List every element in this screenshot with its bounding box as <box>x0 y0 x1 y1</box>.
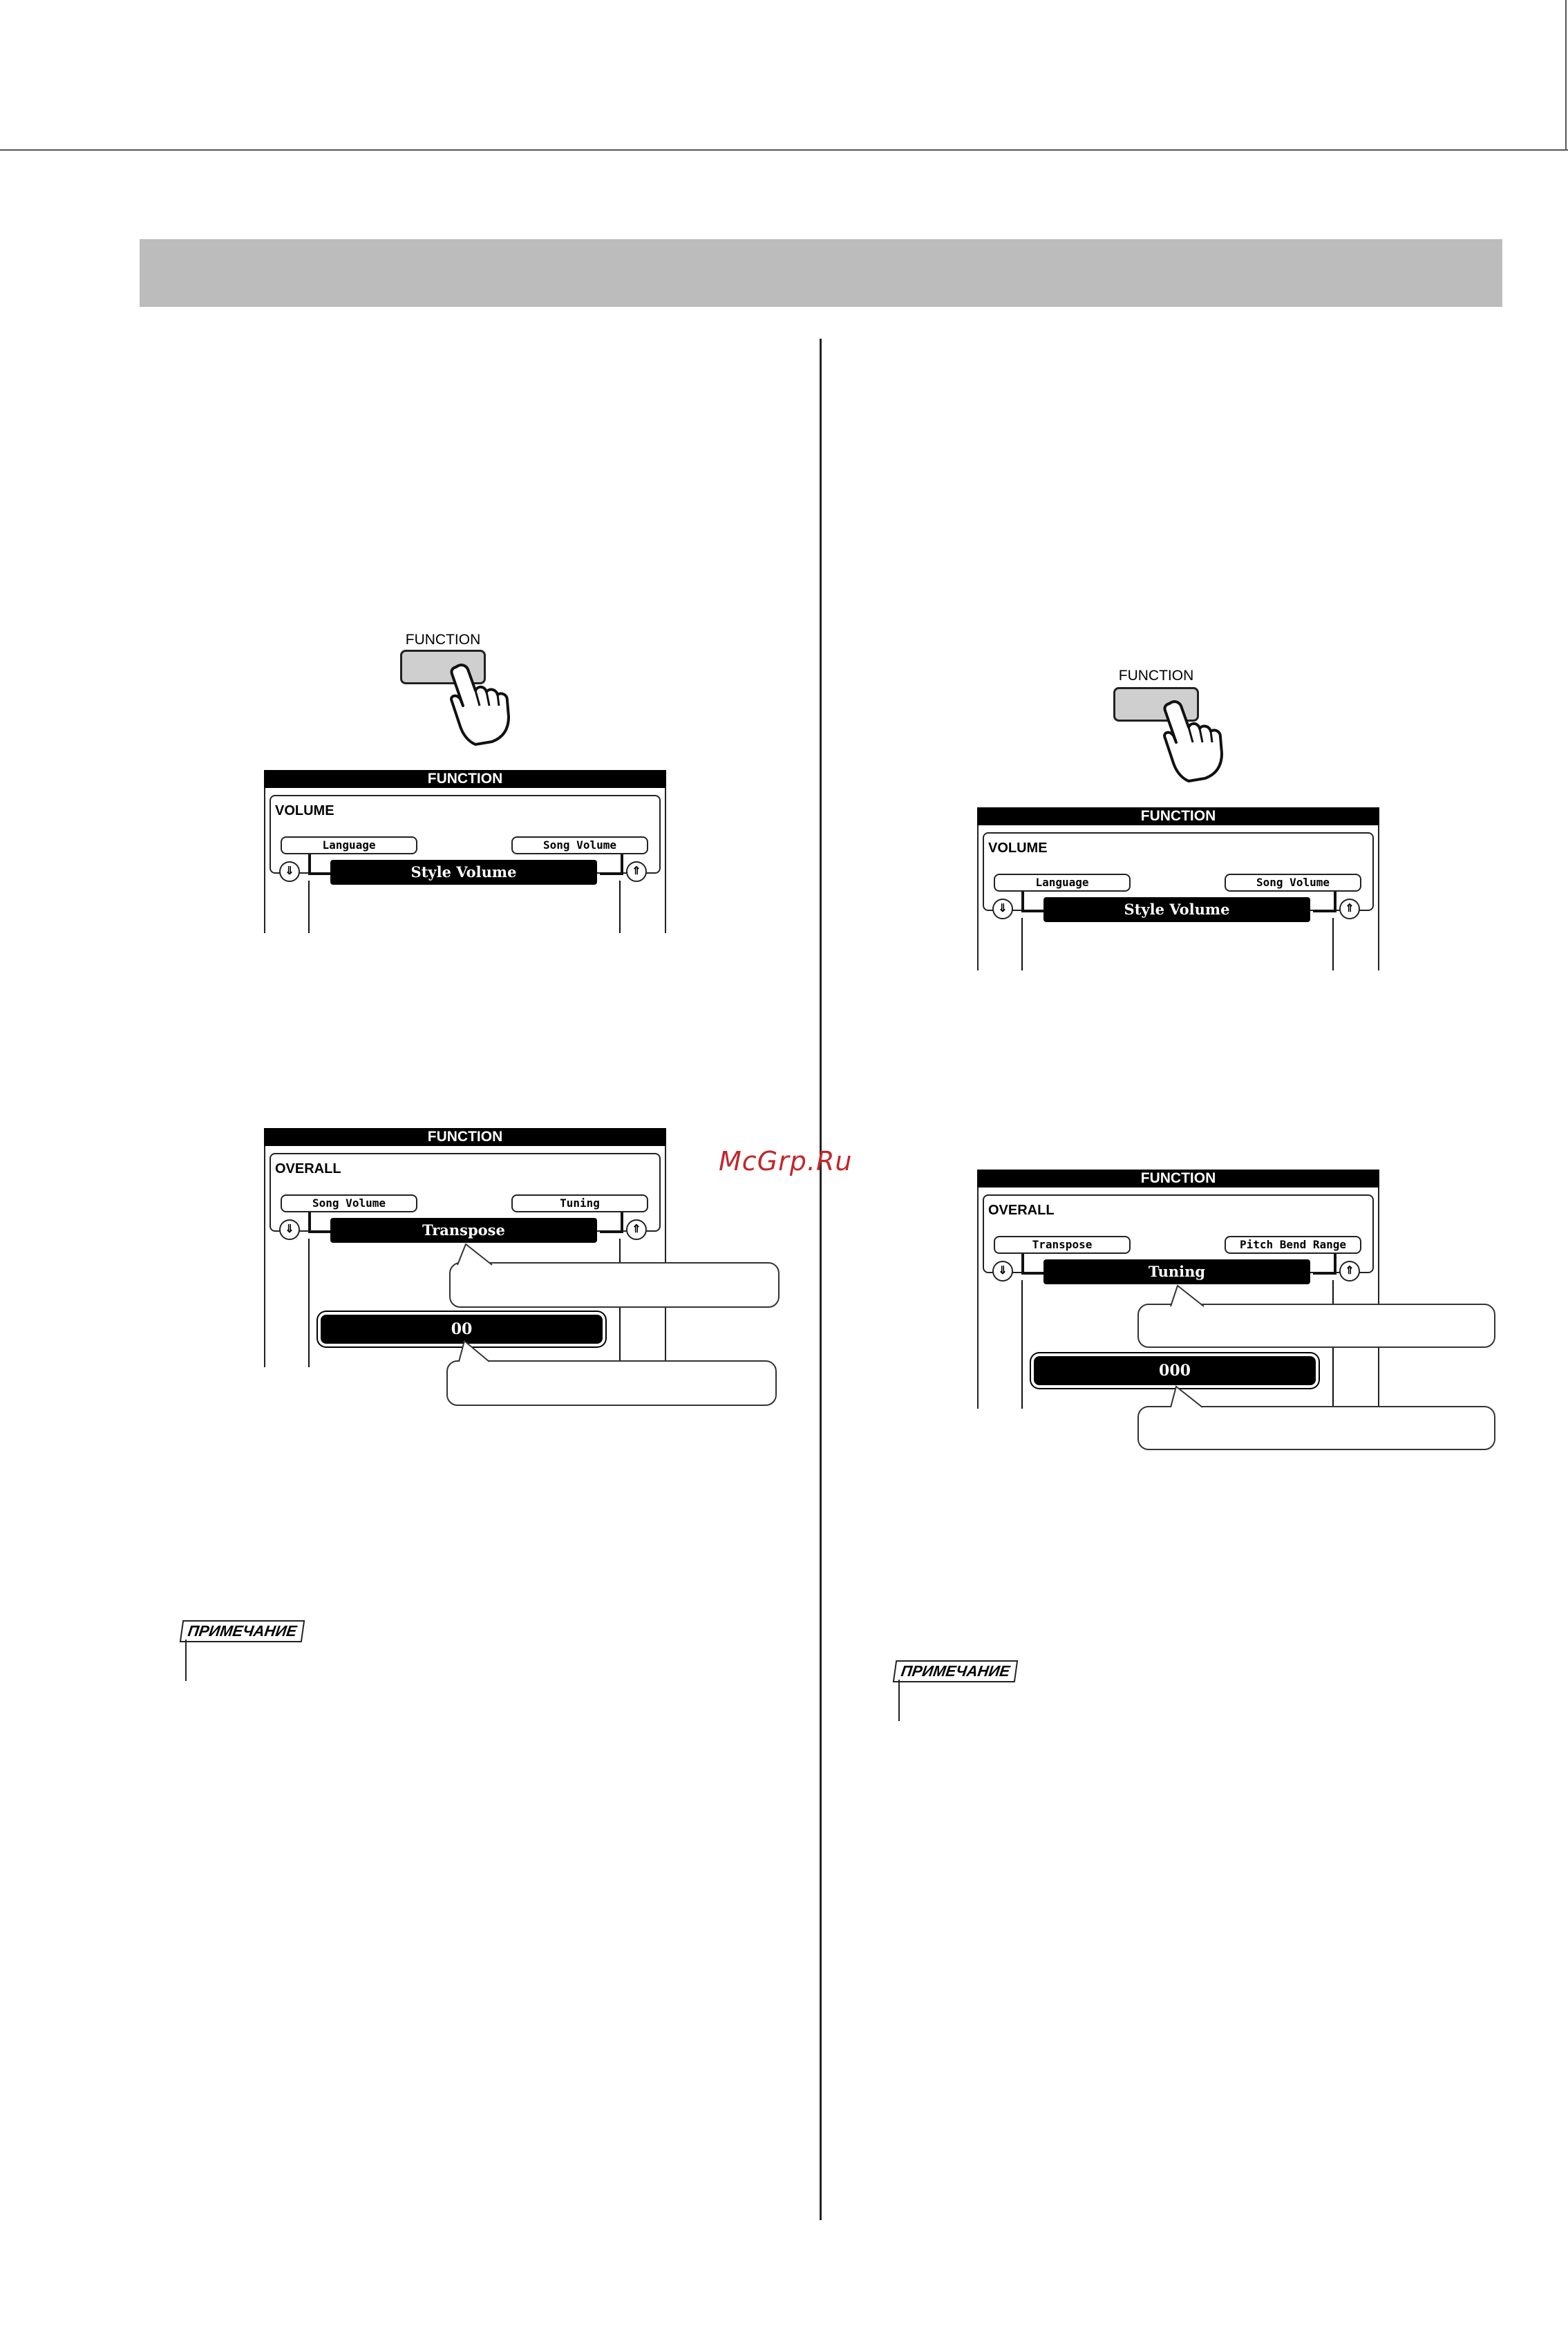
lcd-header: FUNCTION <box>977 807 1379 825</box>
note-label: ПРИМЕЧАНИЕ <box>893 1660 1019 1682</box>
callout-value <box>446 1360 777 1406</box>
lcd-lead-left <box>1021 918 1023 970</box>
right-edge-rule <box>1565 0 1567 149</box>
lcd-lead-left <box>308 881 310 933</box>
prev-item-pill: Song Volume <box>281 1194 417 1212</box>
note-label: ПРИМЕЧАНИЕ <box>180 1620 305 1642</box>
double-down-arrow-icon: ⇓ <box>279 1219 300 1240</box>
category-label: OVERALL <box>275 1161 341 1176</box>
lcd-header: FUNCTION <box>264 770 666 788</box>
callout-pointer <box>1169 1385 1225 1409</box>
prev-item-pill: Language <box>994 874 1131 892</box>
category-label: VOLUME <box>988 841 1048 856</box>
current-function-bar: Style Volume <box>1043 897 1310 922</box>
double-up-arrow-icon: ⇑ <box>626 1219 647 1240</box>
current-function-bar: Tuning <box>1043 1259 1310 1284</box>
next-item-pill: Song Volume <box>1225 874 1361 892</box>
bracket-left <box>1021 892 1045 912</box>
bracket-right <box>1313 1254 1336 1275</box>
lcd-screen-volume <box>264 770 666 933</box>
callout-pointer <box>456 1340 511 1363</box>
bracket-left <box>1021 1254 1045 1275</box>
prev-item-pill: Language <box>281 836 417 854</box>
callout-pointer <box>1169 1284 1225 1308</box>
category-label: VOLUME <box>275 803 334 818</box>
note-rule <box>898 1680 900 1721</box>
callout-function-name <box>449 1262 780 1308</box>
lcd-screen-volume <box>977 807 1379 970</box>
function-button-label: FUNCTION <box>1118 668 1194 684</box>
callout-pointer <box>456 1243 511 1266</box>
pointing-hand-icon <box>442 660 518 747</box>
column-divider <box>820 339 822 2220</box>
value-display: 00 <box>321 1315 603 1344</box>
next-item-pill: Tuning <box>511 1194 648 1212</box>
watermark: McGrp.Ru <box>719 1146 853 1176</box>
pointing-hand-icon <box>1155 697 1231 783</box>
current-function-bar: Transpose <box>330 1218 597 1243</box>
function-button-label: FUNCTION <box>405 632 481 648</box>
current-function-bar: Style Volume <box>330 860 597 885</box>
lcd-lead-right <box>1332 918 1334 970</box>
callout-value <box>1137 1406 1495 1450</box>
double-down-arrow-icon: ⇓ <box>279 861 300 882</box>
double-up-arrow-icon: ⇑ <box>626 861 647 882</box>
lcd-lead-left <box>1021 1280 1023 1409</box>
bracket-right <box>1313 892 1336 912</box>
bracket-left <box>308 854 332 875</box>
double-down-arrow-icon: ⇓ <box>992 899 1013 919</box>
lcd-header: FUNCTION <box>264 1128 666 1146</box>
callout-function-name <box>1137 1304 1495 1348</box>
bracket-left <box>308 1212 332 1233</box>
next-item-pill: Song Volume <box>511 836 648 854</box>
double-down-arrow-icon: ⇓ <box>992 1261 1013 1282</box>
note-rule <box>185 1640 187 1681</box>
lcd-lead-right <box>619 881 621 933</box>
category-label: OVERALL <box>988 1203 1055 1218</box>
value-display: 000 <box>1034 1356 1316 1385</box>
prev-item-pill: Transpose <box>994 1236 1131 1254</box>
double-up-arrow-icon: ⇑ <box>1339 1261 1360 1282</box>
lcd-header: FUNCTION <box>977 1170 1379 1188</box>
top-rule <box>0 149 1568 151</box>
next-item-pill: Pitch Bend Range <box>1225 1236 1361 1254</box>
double-up-arrow-icon: ⇑ <box>1339 899 1360 919</box>
bracket-right <box>600 854 623 875</box>
bracket-right <box>600 1212 623 1233</box>
section-header-bar <box>140 239 1502 307</box>
lcd-lead-left <box>308 1239 310 1367</box>
